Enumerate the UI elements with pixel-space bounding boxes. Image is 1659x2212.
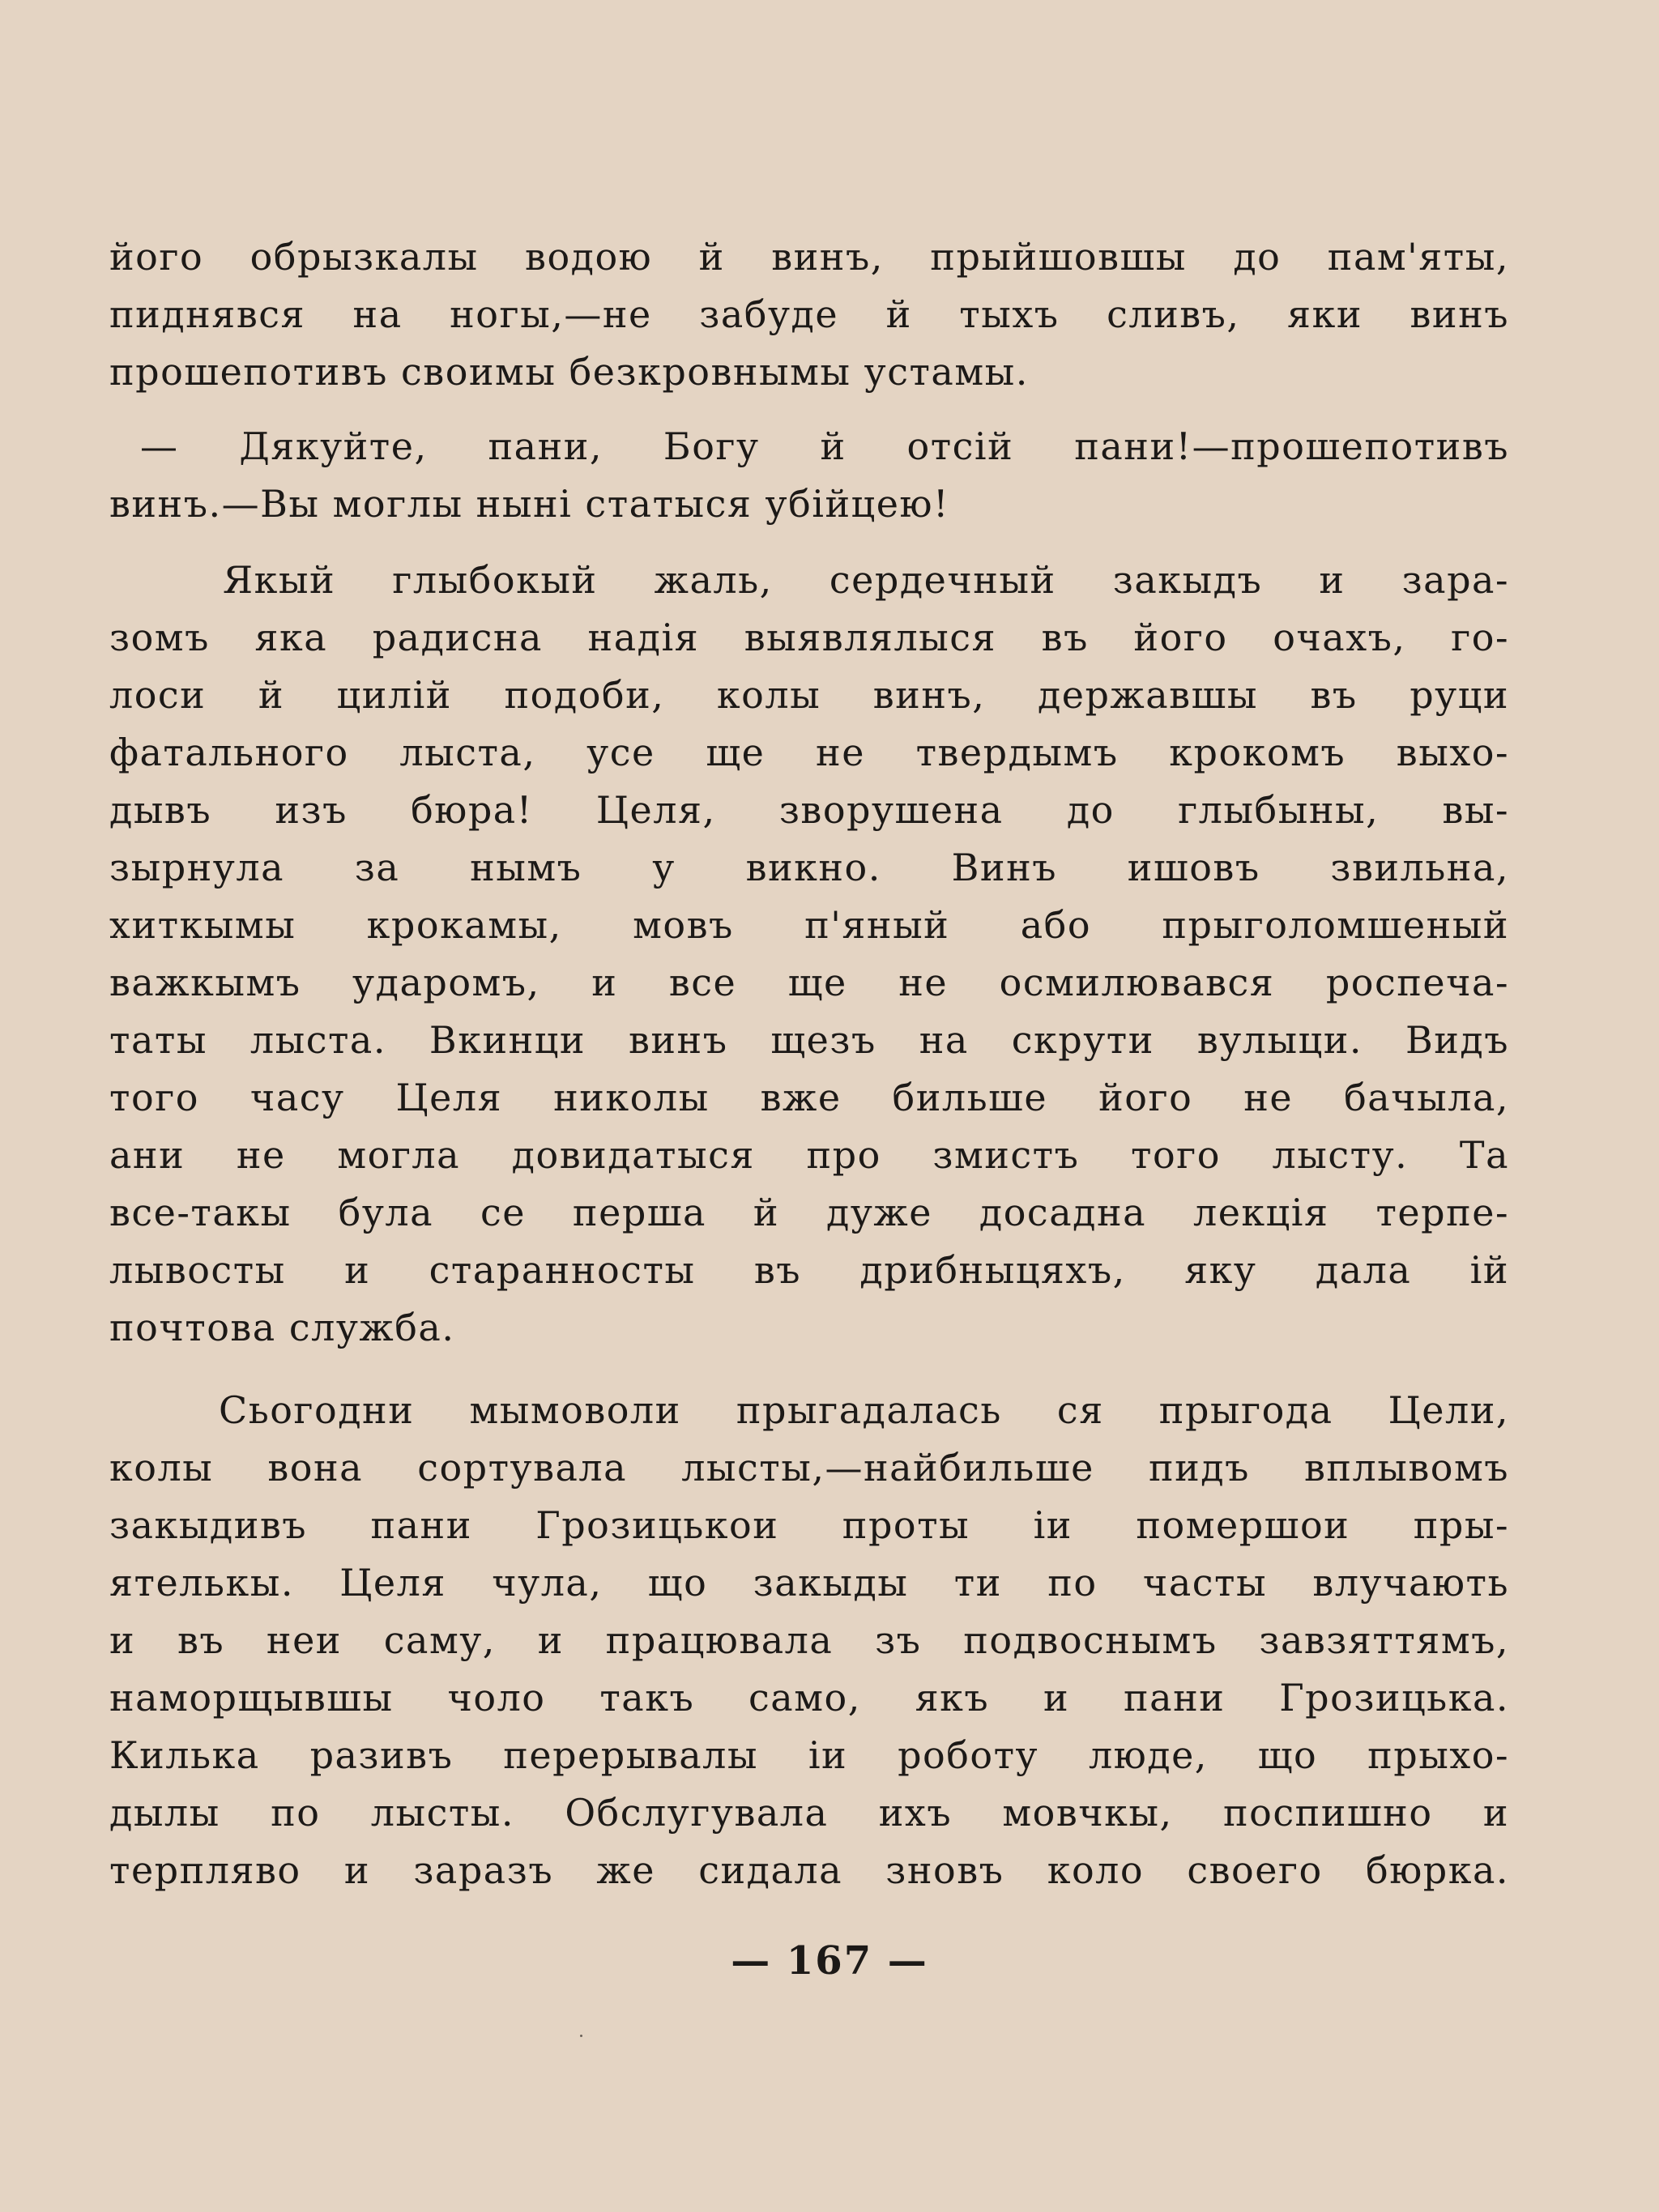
text-line: зомъ яка радисна надія выявлялыся въ його очахъ, го- <box>109 616 1509 659</box>
text-line: хиткымы крокамы, мовъ п'яный або прыголомшеный <box>109 903 1509 947</box>
text-line: Килька разивъ перерывалы іи роботу люде, що прыхо- <box>109 1733 1509 1777</box>
text-line: дылы по лысты. Обслугувала ихъ мовчкы, поспишно и <box>109 1791 1509 1835</box>
text-line: того часу Целя николы вже бильше його не бачыла, <box>109 1076 1509 1119</box>
text-line: його обрызкалы водою й винъ, прыйшовшы до пам'яты, <box>109 235 1509 279</box>
text-line: пиднявся на ногы,—не забуде й тыхъ сливъ, яки винъ <box>109 292 1509 336</box>
text-line: все-такы була се перша й дуже досадна лекція терпе- <box>109 1191 1509 1234</box>
text-line: закыдивъ пани Грозицькои проты іи помершои пры- <box>109 1503 1509 1547</box>
text-line: Сьогодни мымоволи прыгадалась ся прыгода Цели, <box>219 1388 1509 1432</box>
paragraph-2 <box>109 418 1509 533</box>
text-line: лоси й цилій подоби, колы винъ, державшы въ руци <box>109 673 1509 717</box>
text-line: терпляво и заразъ же сидала зновъ коло своего бюрка. <box>109 1848 1509 1892</box>
paragraph-1 <box>109 228 1509 401</box>
text-line: таты лыста. Вкинци винъ щезъ на скрути вулыци. Видъ <box>109 1018 1509 1062</box>
text-line: прошепотивъ своимы безкровнымы устамы. <box>109 350 1029 394</box>
speck-mark <box>580 2035 582 2037</box>
text-line: важкымъ ударомъ, и все ще не осмилювався роспеча- <box>109 961 1509 1004</box>
text-line: ани не могла довидатыся про змистъ того лысту. Та <box>109 1133 1509 1177</box>
text-line: фатального лыста, усе ще не твердымъ крокомъ выхо- <box>109 731 1509 774</box>
text-line: Якый глыбокый жаль, сердечный закыдъ и зара- <box>223 558 1509 602</box>
text-line: винъ.—Вы моглы нынi статыся убійцею! <box>109 482 950 526</box>
text-line: и въ неи саму, и працювала зъ подвоснымъ завзяттямъ, <box>109 1618 1509 1662</box>
text-line: зырнула за нымъ у викно. Винъ ишовъ звильна, <box>109 846 1509 889</box>
text-line: дывъ изъ бюра! Целя, зворушена до глыбыны, вы- <box>109 788 1509 832</box>
paragraph-3 <box>109 552 1509 1357</box>
text-line: колы вона сортувала лысты,—найбильше пидъ вплывомъ <box>109 1446 1509 1490</box>
text-line: наморщывшы чоло такъ само, якъ и пани Грозицька. <box>109 1676 1509 1720</box>
text-line: — Дякуйте, пани, Богу й отсій пани!—прошепотивъ <box>140 424 1509 468</box>
text-line: лывосты и старанносты въ дрибныцяхъ, яку дала ій <box>109 1248 1509 1292</box>
paragraph-4 <box>109 1382 1509 1899</box>
page-number: — 167 — <box>731 1938 928 1984</box>
text-line: почтова служба. <box>109 1306 455 1349</box>
text-line: ятелькы. Целя чула, що закыды ти по часты влучають <box>109 1561 1509 1605</box>
